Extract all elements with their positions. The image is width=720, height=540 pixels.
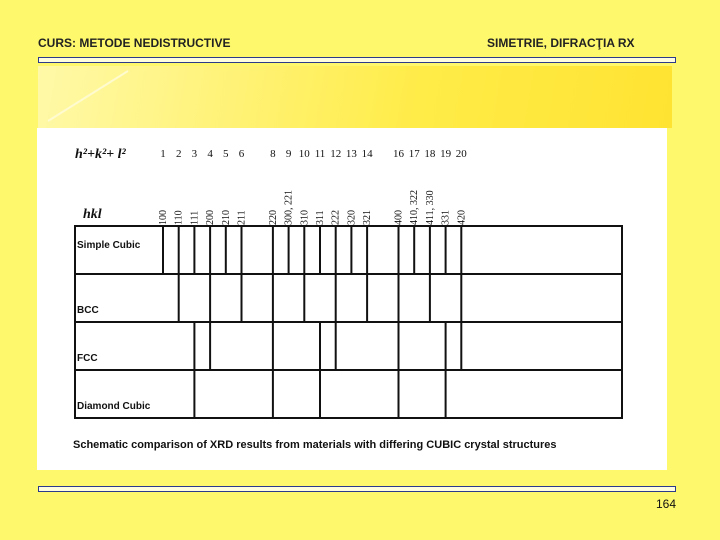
sum-value-label: 5 (223, 148, 229, 160)
hkl-label: hkl (83, 207, 102, 222)
hkl-index-label: 310 (299, 210, 311, 225)
hkl-index-label: 410, 322 (409, 190, 421, 225)
hkl-index-label: 100 (158, 210, 169, 225)
hkl-index-label: 411, 330 (424, 190, 436, 225)
sum-value-label: 8 (270, 148, 276, 160)
sum-value-label: 14 (361, 148, 373, 160)
top-divider (38, 57, 676, 63)
sum-value-label: 16 (393, 148, 404, 160)
sum-value-label: 2 (175, 148, 182, 160)
sum-hkl-label: h²+k²+ l² (75, 147, 126, 162)
sum-value-label: 13 (345, 148, 357, 160)
decorative-stroke (38, 66, 138, 128)
sum-value-label: 4 (207, 148, 213, 160)
sum-value-label: 6 (238, 148, 245, 160)
hkl-index-label: 320 (346, 210, 358, 225)
hkl-index-label: 222 (330, 210, 342, 225)
course-title: CURS: METODE NEDISTRUCTIVE (38, 36, 231, 50)
sum-value-label: 3 (191, 148, 198, 160)
figure-caption: Schematic comparison of XRD results from materials with differing CUBIC crystal structures (73, 439, 557, 451)
sum-value-label: 10 (298, 148, 310, 160)
page-number: 164 (655, 497, 676, 511)
structure-label: Simple Cubic (77, 240, 141, 251)
sum-value-label: 1 (160, 148, 166, 160)
sum-value-label: 17 (408, 148, 420, 160)
bottom-divider (38, 486, 676, 492)
structure-label: Diamond Cubic (77, 401, 151, 412)
hkl-index-label: 321 (362, 210, 374, 225)
hkl-index-label: 331 (440, 210, 452, 225)
hkl-index-label: 420 (456, 210, 468, 225)
sum-value-label: 12 (330, 148, 342, 160)
xrd-diagram (37, 128, 667, 470)
hkl-index-label: 211 (236, 210, 248, 225)
hkl-index-label: 300, 221 (283, 190, 295, 225)
hkl-index-label: 400 (393, 210, 405, 225)
section-title: SIMETRIE, DIFRACŢIA RX (487, 36, 635, 50)
hkl-index-label: 110 (173, 210, 185, 225)
sum-value-label: 20 (455, 148, 467, 160)
structure-label: BCC (77, 305, 99, 316)
hkl-index-label: 200 (205, 210, 217, 225)
sum-value-label: 18 (424, 148, 436, 160)
xrd-diagram-svg (37, 128, 667, 470)
hkl-index-label: 311 (315, 210, 326, 225)
hkl-index-label: 111 (189, 210, 201, 225)
hkl-index-label: 220 (267, 210, 279, 225)
hkl-index-label: 210 (220, 210, 232, 225)
sum-value-label: 9 (285, 148, 292, 160)
sum-value-label: 11 (314, 148, 326, 160)
structure-label: FCC (77, 353, 98, 364)
sum-value-label: 19 (440, 148, 452, 160)
